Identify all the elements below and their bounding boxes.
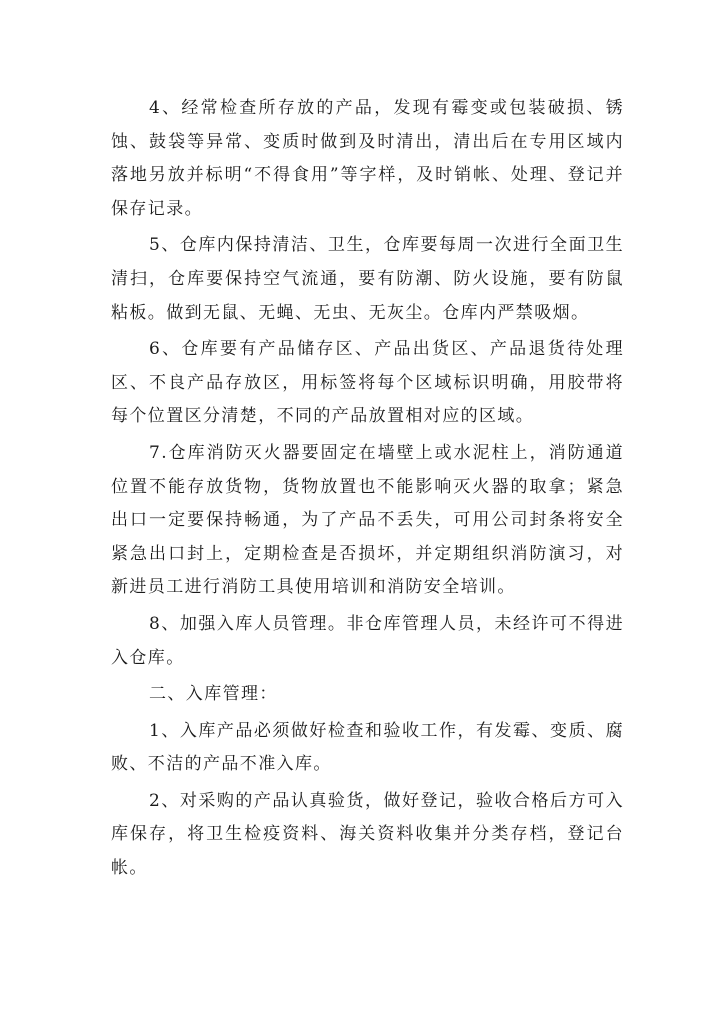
paragraph-item-8: 8、加强入库人员管理。非仓库管理人员，未经许可不得进入仓库。 xyxy=(111,613,624,668)
paragraph-item-7: 7.仓库消防灭火器要固定在墙壁上或水泥柱上，消防通道位置不能存放货物，货物放置也不能影响灭火器的取拿；紧急出口一定要保持畅通，为了产品不丢失，可用公司封条将安全紧急出口封上，定期检查是否损坏，并定期组织消防演习，对新进员工进行消防工具使用培训和消防安全培训。 xyxy=(111,442,624,598)
section-heading-inbound: 二、入库管理： xyxy=(149,684,278,705)
paragraph-item-5: 5、仓库内保持清洁、卫生，仓库要每周一次进行全面卫生清扫，仓库要保持空气流通，要有防潮、防火设施，要有防鼠粘板。做到无鼠、无蝇、无虫、无灰尘。仓库内严禁吸烟。 xyxy=(111,235,624,323)
paragraph-inbound-2: 2、对采购的产品认真验货，做好登记，验收合格后方可入库保存，将卫生检疫资料、海关资料收集并分类存档，登记台帐。 xyxy=(111,790,624,879)
paragraph-inbound-1: 1、入库产品必须做好检查和验收工作，有发霉、变质、腐败、不洁的产品不准入库。 xyxy=(111,720,624,775)
paragraph-item-4: 4、经常检查所存放的产品，发现有霉变或包装破损、锈蚀、鼓袋等异常、变质时做到及时清出，清出后在专用区域内落地另放并标明“不得食用”等字样，及时销帐、处理、登记并保存记录。 xyxy=(111,98,624,219)
paragraph-item-6: 6、仓库要有产品储存区、产品出货区、产品退货待处理区、不良产品存放区，用标签将每个区域标识明确，用胶带将每个位置区分清楚，不同的产品放置相对应的区域。 xyxy=(111,339,624,427)
